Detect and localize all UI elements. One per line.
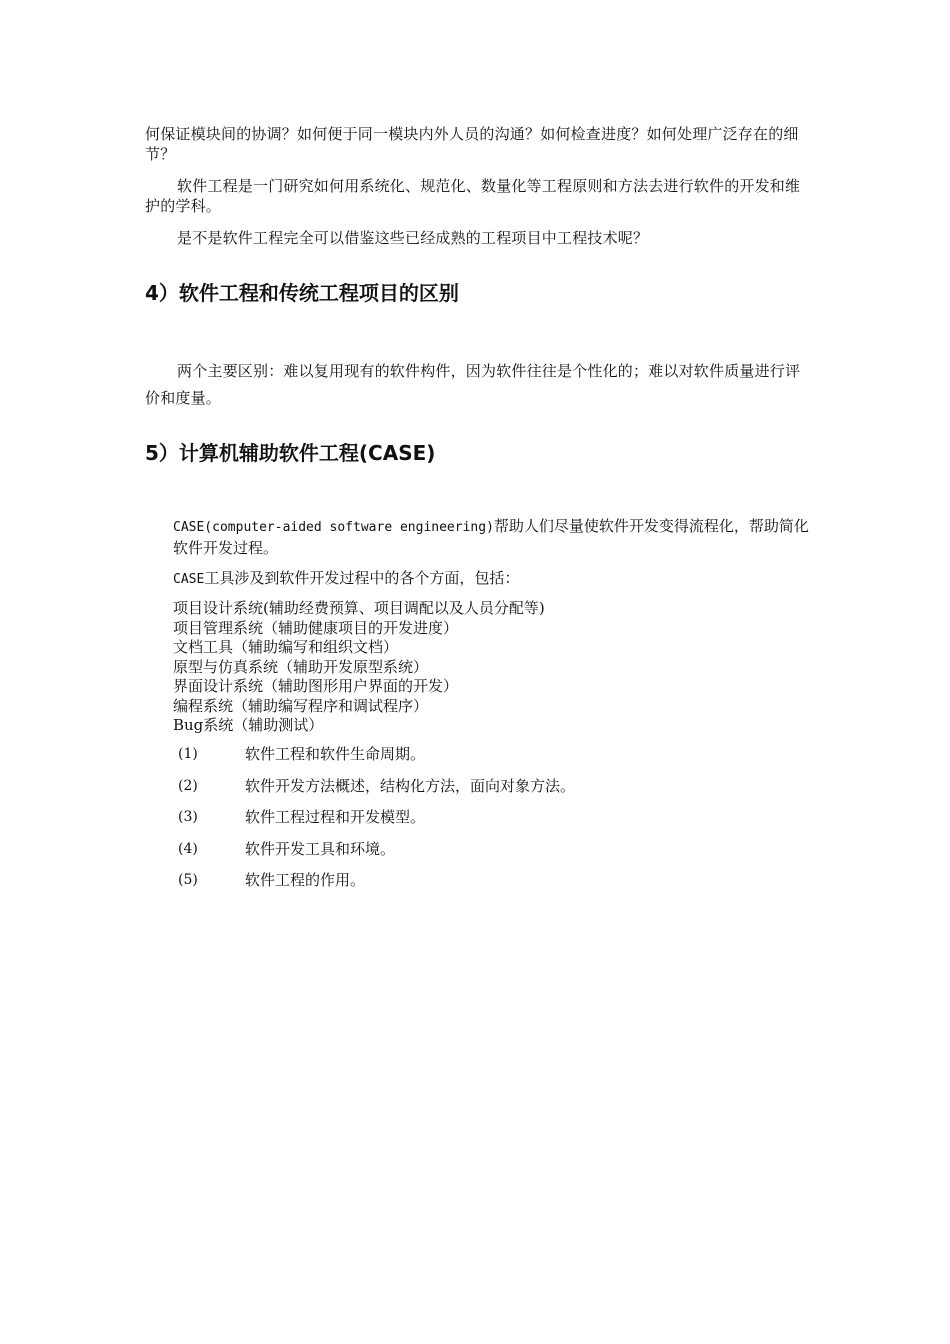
case-tools-term: CASE xyxy=(173,572,205,587)
case-tools-intro xyxy=(173,568,813,590)
topic-number: (1) xyxy=(178,746,198,762)
case-intro-paragraph xyxy=(173,516,813,558)
tool-item: Bug系统（辅助测试） xyxy=(173,716,324,734)
tool-item: 项目管理系统（辅助健康项目的开发进度） xyxy=(173,618,459,637)
topic-number: (5) xyxy=(178,872,198,888)
section-5-heading: 5）计算机辅助软件工程(CASE) xyxy=(145,441,436,465)
topic-number: (4) xyxy=(178,840,198,857)
section-4-heading: 4）软件工程和传统工程项目的区别 xyxy=(145,281,459,305)
topic-item xyxy=(178,807,575,839)
case-tools-text: 工具涉及到软件开发过程中的各个方面，包括： xyxy=(204,569,520,587)
topic-list xyxy=(178,744,575,902)
tool-item: 项目设计系统(辅助经费预算、项目调配以及人员分配等) xyxy=(173,599,545,617)
tool-item: 文档工具（辅助编写和组织文档） xyxy=(173,638,399,656)
topic-text: 软件工程的作用。 xyxy=(245,871,366,889)
paragraph-borrow-question: 是不是软件工程完全可以借鉴这些已经成熟的工程项目中工程技术呢？ xyxy=(177,229,649,247)
tool-item: 原型与仿真系统（辅助开发原型系统） xyxy=(173,657,429,676)
case-intro-text: 帮助人们尽量使软件开发变得流程化，帮助简化软件开发过程。 xyxy=(173,517,809,557)
topic-item xyxy=(178,839,575,871)
case-term: CASE(computer-aided software engineering) xyxy=(173,520,494,535)
case-tool-list xyxy=(173,599,545,736)
topic-item xyxy=(178,744,575,776)
topic-text: 软件工程和软件生命周期。 xyxy=(245,745,426,763)
paragraph-coordination-questions: 何保证模块间的协调？如何便于同一模块内外人员的沟通？如何检查进度？如何处理广泛存在的细节？ xyxy=(145,125,799,163)
topic-text: 软件工程过程和开发模型。 xyxy=(245,808,426,826)
topic-text: 软件开发工具和环境。 xyxy=(245,839,396,858)
topic-item xyxy=(178,870,575,902)
topic-item xyxy=(178,776,575,808)
tool-item: 编程系统（辅助编写程序和调试程序） xyxy=(173,696,429,715)
tool-item: 界面设计系统（辅助图形用户界面的开发） xyxy=(173,677,459,695)
topic-number: (3) xyxy=(178,809,198,825)
paragraph-software-engineering-definition: 软件工程是一门研究如何用系统化、规范化、数量化等工程原则和方法去进行软件的开发和维护的学科。 xyxy=(145,177,801,215)
topic-number: (2) xyxy=(178,777,198,794)
section-4-body: 两个主要区别：难以复用现有的软件构件，因为软件往往是个性化的；难以对软件质量进行评价和度量。 xyxy=(145,362,801,407)
topic-text: 软件开发方法概述，结构化方法，面向对象方法。 xyxy=(245,776,576,795)
